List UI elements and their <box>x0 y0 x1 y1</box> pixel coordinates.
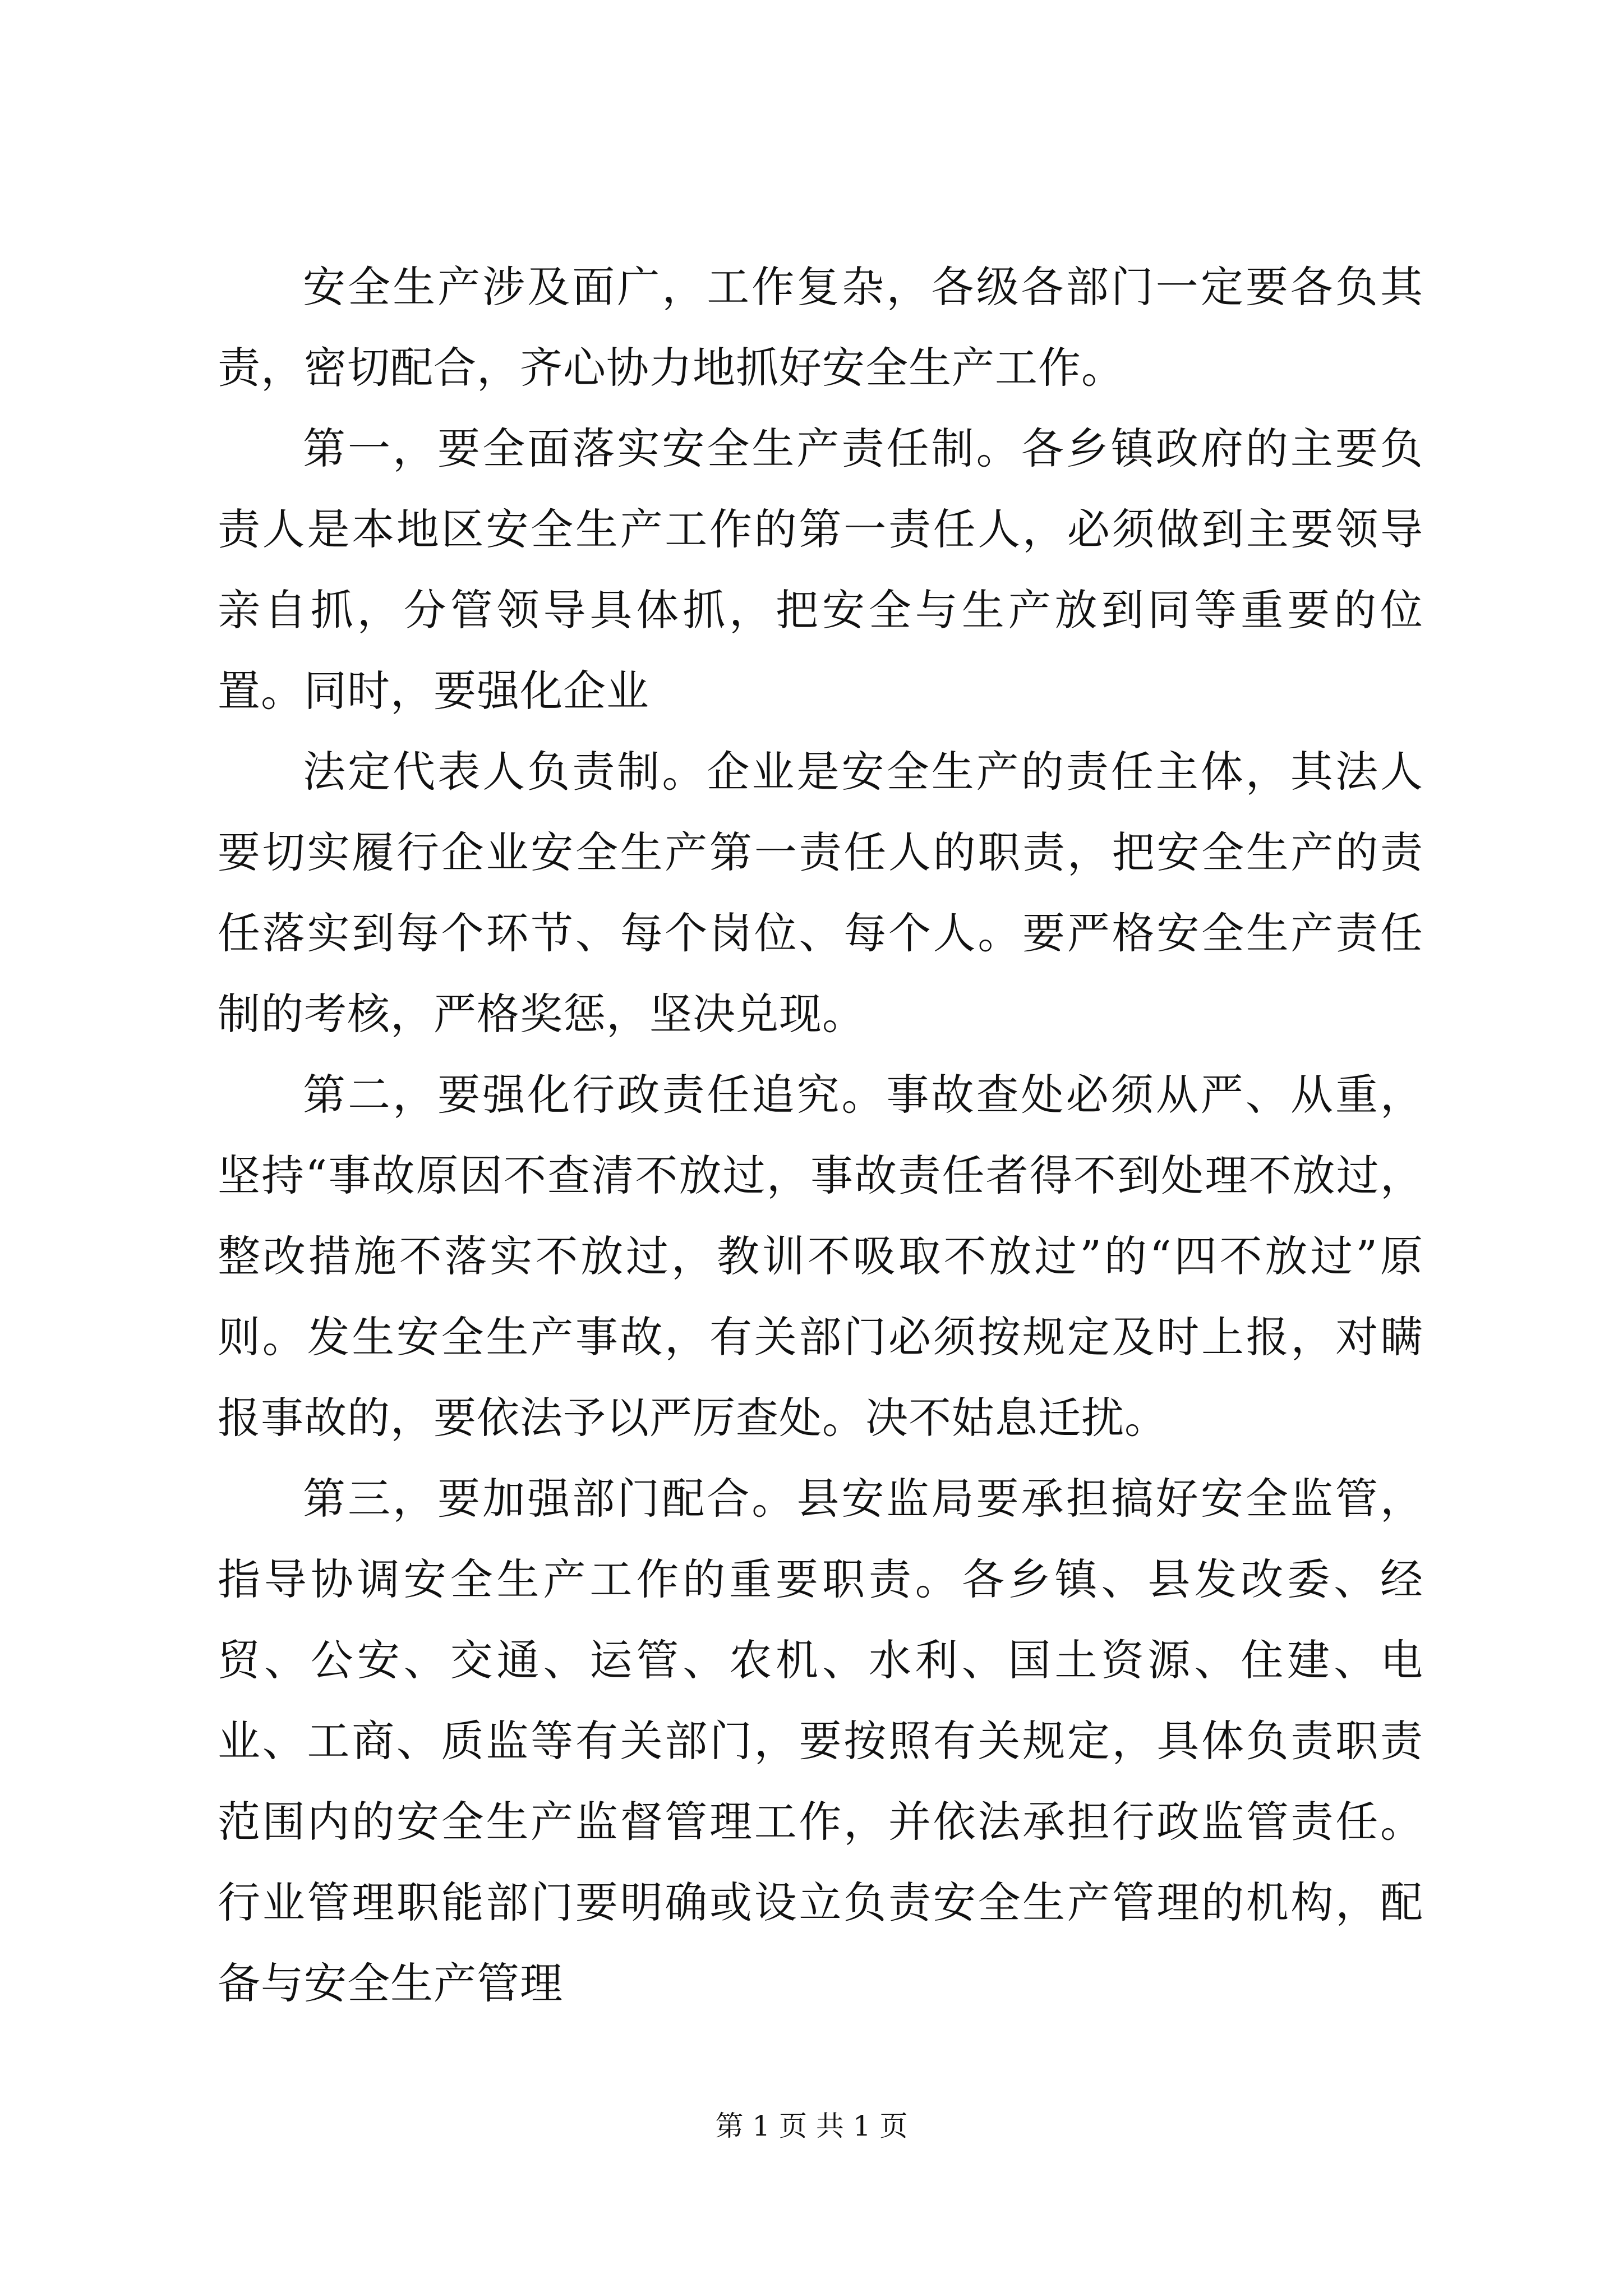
paragraph-third-point: 第三，要加强部门配合。县安监局要承担搞好安全监管，指导协调安全生产工作的重要职责。各乡镇、县发改委、经贸、公安、交通、运管、农机、水利、国土资源、住建、电业、工商、质监等有关部门，要按照有关规定，具体负责职责范围内的安全生产监督管理工作，并依法承担行政监管责任。行业管理职能部门要明确或设立负责安全生产管理的机构，配备与安全生产管理 <box>218 1474 1423 2008</box>
document-body <box>218 247 1423 2024</box>
page-footer <box>0 2106 1623 2146</box>
paragraph-first-point: 第一，要全面落实安全生产责任制。各乡镇政府的主要负责人是本地区安全生产工作的第一责任人，必须做到主要领导亲自抓，分管领导具体抓，把安全与生产放到同等重要的位置。同时，要强化企业 <box>218 424 1423 716</box>
paragraph-intro: 安全生产涉及面广，工作复杂，各级各部门一定要各负其责，密切配合，齐心协力地抓好安全生产工作。 <box>218 262 1423 393</box>
page-number-label: 第 1 页 共 1 页 <box>715 2110 908 2142</box>
paragraph-second-point: 第二，要强化行政责任追究。事故查处必须从严、从重，坚持“事故原因不查清不放过，事故责任者得不到处理不放过，整改措施不落实不放过，教训不吸取不放过”的“四不放过”原则。发生安全生产事故，有关部门必须按规定及时上报，对瞒报事故的，要依法予以严厉查处。决不姑息迁扰。 <box>218 1070 1423 1443</box>
paragraph-legal-representative: 法定代表人负责制。企业是安全生产的责任主体，其法人要切实履行企业安全生产第一责任人的职责，把安全生产的责任落实到每个环节、每个岗位、每个人。要严格安全生产责任制的考核，严格奖惩，坚决兑现。 <box>218 747 1423 1039</box>
